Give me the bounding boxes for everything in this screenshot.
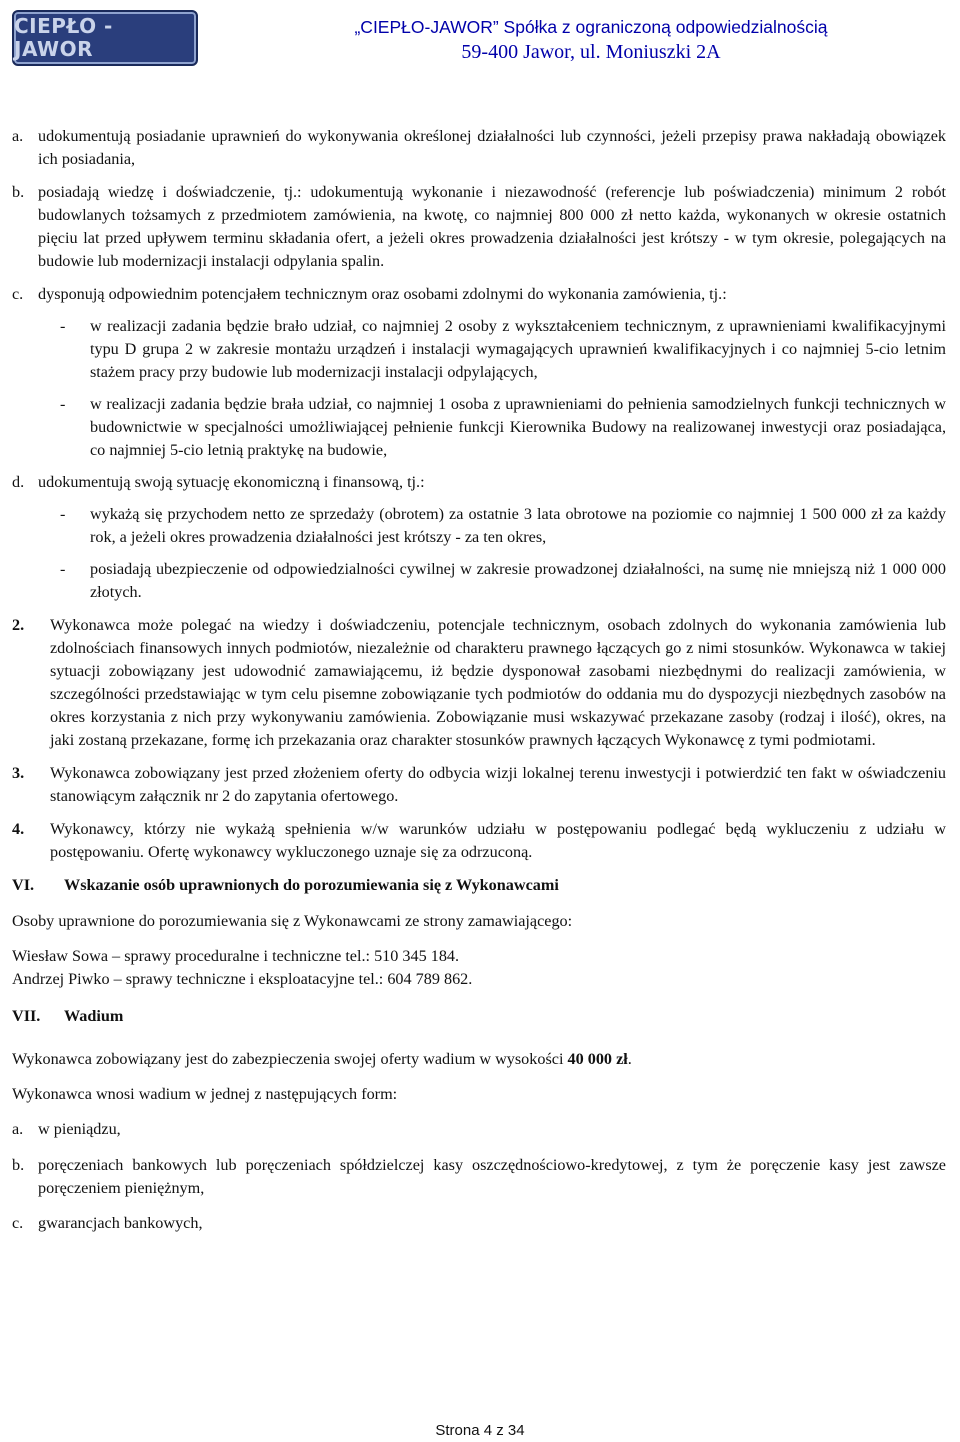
contacts-intro: Osoby uprawnione do porozumiewania się z Wykonawcami ze strony zamawiającego: <box>12 912 573 930</box>
d-dash-item-1 <box>12 503 946 549</box>
wadium-form-c <box>12 1212 946 1235</box>
contact-person-2: Andrzej Piwko – sprawy techniczne i eksploatacyjne tel.: 604 789 862. <box>12 970 473 988</box>
condition-a <box>12 125 946 171</box>
condition-d <box>12 471 946 494</box>
wadium-forms-intro: Wykonawca wnosi wadium w jednej z następujących form: <box>12 1085 398 1103</box>
form-text: poręczeniach bankowych lub poręczeniach spółdzielczej kasy oszczędnościowo-kredytowej, z tym że poręczenie kasy jest zawsze poręczeniem pieniężnym, <box>38 1156 946 1197</box>
numbered-item-4 <box>12 818 946 864</box>
section-vi-heading <box>12 874 946 897</box>
company-name: „CIEPŁO-JAWOR” Spółka z ograniczoną odpowiedzialnością <box>354 17 828 37</box>
dash-text: posiadają ubezpieczenie od odpowiedzialności cywilnej w zakresie prowadzonej działalności, na sumę nie mniejszą niż 1 000 000 złotych. <box>90 560 946 601</box>
numbered-text: Wykonawca zobowiązany jest przed złożeniem oferty do odbycia wizji lokalnej terenu inwestycji i potwierdzić ten fakt w oświadczeniu stanowiącym załącznik nr 2 do zapytania ofertowego. <box>50 764 946 805</box>
number-marker: 3. <box>12 764 25 782</box>
number-marker: 4. <box>12 820 25 838</box>
document-body <box>12 125 946 1235</box>
wadium-text: Wykonawca zobowiązany jest do zabezpieczenia swojej oferty wadium w wysokości <box>12 1050 568 1068</box>
dash-marker: - <box>60 560 66 578</box>
contact-person-1: Wiesław Sowa – sprawy proceduralne i techniczne tel.: 510 345 184. <box>12 947 460 965</box>
number-marker: 2. <box>12 616 25 634</box>
company-address: 59-400 Jawor, ul. Moniuszki 2A <box>461 41 721 63</box>
page-header <box>0 0 960 82</box>
condition-text: posiadają wiedzę i doświadczenie, tj.: udokumentują wykonanie i niezawodność (referencje lub poświadczenia) minimum 2 robót budowlanych tożsamych z przedmiotem zamówienia, na kwotę, co najmniej 800 000 zł netto każda, wykonanych w okresie ostatnich pięciu lat przed upływem terminu składania ofert, a jeżeli okres prowadzenia działalności jest krótszy - w tym okresie, polegających na budowie lub modernizacji instalacji odpylania spalin. <box>38 183 946 270</box>
condition-b <box>12 181 946 273</box>
list-marker: c. <box>12 1214 24 1232</box>
form-text: gwarancjach bankowych, <box>38 1214 203 1232</box>
numbered-text: Wykonawca może polegać na wiedzy i doświadczeniu, potencjale technicznym, osobach zdolnych do wykonania zamówienia lub zdolnościach finansowych innych podmiotów, niezależnie od charakteru prawnego łączących go z nimi stosunków. Wykonawca w takiej sytuacji zobowiązany jest udowodnić zamawiającemu, iż będzie dysponował zasobami niezbędnymi do realizacji zamówienia, w szczególności przedstawiając w tym celu pisemne zobowiązanie tych podmiotów do oddania mu do dyspozycji niezbędnych zasobów na okres korzystania z nich przy wykonywaniu zamówienia. Zobowiązanie musi wskazywać przekazane zasoby (rodzaj i ilość), okres, na jaki zostaną przekazane, formę ich przekazania oraz charakter stosunków prawnych łączących Wykonawcę z tymi podmiotami. <box>50 616 946 749</box>
section-vii-heading <box>12 1005 946 1028</box>
company-logo <box>12 10 198 66</box>
dash-marker: - <box>60 317 66 335</box>
section-title: Wadium <box>64 1007 124 1025</box>
wadium-text-end: . <box>627 1050 632 1068</box>
c-dash-item-1 <box>12 315 946 384</box>
condition-text: udokumentują swoją sytuację ekonomiczną i finansową, tj.: <box>38 473 425 491</box>
list-marker: a. <box>12 127 24 145</box>
section-marker: VI. <box>12 876 35 894</box>
list-marker: b. <box>12 1156 25 1174</box>
logo-text: CIEPŁO - JAWOR <box>14 14 113 61</box>
dash-text: w realizacji zadania będzie brało udział, co najmniej 2 osoby z wykształceniem technicznym, z uprawnieniami kwalifikacyjnymi typu D grupa 2 w zakresie montażu urządzeń i instalacji wymagających uprawnień kwalifikacyjnych i co najmniej 5-cio letnim stażem pracy przy budowie lub modernizacji instalacji odpylających, <box>90 317 946 381</box>
form-text: w pieniądzu, <box>38 1120 121 1138</box>
dash-marker: - <box>60 505 66 523</box>
section-title: Wskazanie osób uprawnionych do porozumiewania się z Wykonawcami <box>64 876 559 894</box>
condition-text: dysponują odpowiednim potencjałem technicznym oraz osobami zdolnymi do wykonania zamówienia, tj.: <box>38 285 727 303</box>
dash-marker: - <box>60 395 66 413</box>
dash-text: wykażą się przychodem netto ze sprzedaży (obrotem) za ostatnie 3 lata obrotowe na poziomie co najmniej 1 500 000 zł za każdy rok, a jeżeli okres prowadzenia działalności jest krótszy - za ten okres, <box>90 505 946 546</box>
page-number: Strona 4 z 34 <box>435 1422 525 1439</box>
wadium-amount: 40 000 zł <box>567 1050 628 1068</box>
section-marker: VII. <box>12 1007 41 1025</box>
numbered-text: Wykonawcy, którzy nie wykażą spełnienia w/w warunków udziału w postępowaniu podlegać będą wykluczeniu z udziału w postępowaniu. Ofertę wykonawcy wykluczonego uznaje się za odrzuconą. <box>50 820 946 861</box>
list-marker: c. <box>12 285 24 303</box>
condition-c <box>12 283 946 306</box>
wadium-form-b <box>12 1154 946 1200</box>
wadium-form-a <box>12 1118 946 1141</box>
numbered-item-2 <box>12 614 946 752</box>
c-dash-item-2 <box>12 393 946 462</box>
list-marker: d. <box>12 473 25 491</box>
condition-text: udokumentują posiadanie uprawnień do wykonywania określonej działalności lub czynności, jeżeli przepisy prawa nakładają obowiązek ich posiadania, <box>38 127 946 168</box>
dash-text: w realizacji zadania będzie brała udział, co najmniej 1 osoba z uprawnieniami do pełnienia samodzielnych funkcji technicznych w budownictwie w specjalności umożliwiającej pełnienie funkcji Kierownika Budowy na realizowanej inwestycji oraz posiadająca, co najmniej 5-cio letnią praktykę na budowie, <box>90 395 946 459</box>
list-marker: b. <box>12 183 25 201</box>
numbered-item-3 <box>12 762 946 808</box>
list-marker: a. <box>12 1120 24 1138</box>
wadium-amount-line <box>12 1048 946 1071</box>
d-dash-item-2 <box>12 558 946 604</box>
